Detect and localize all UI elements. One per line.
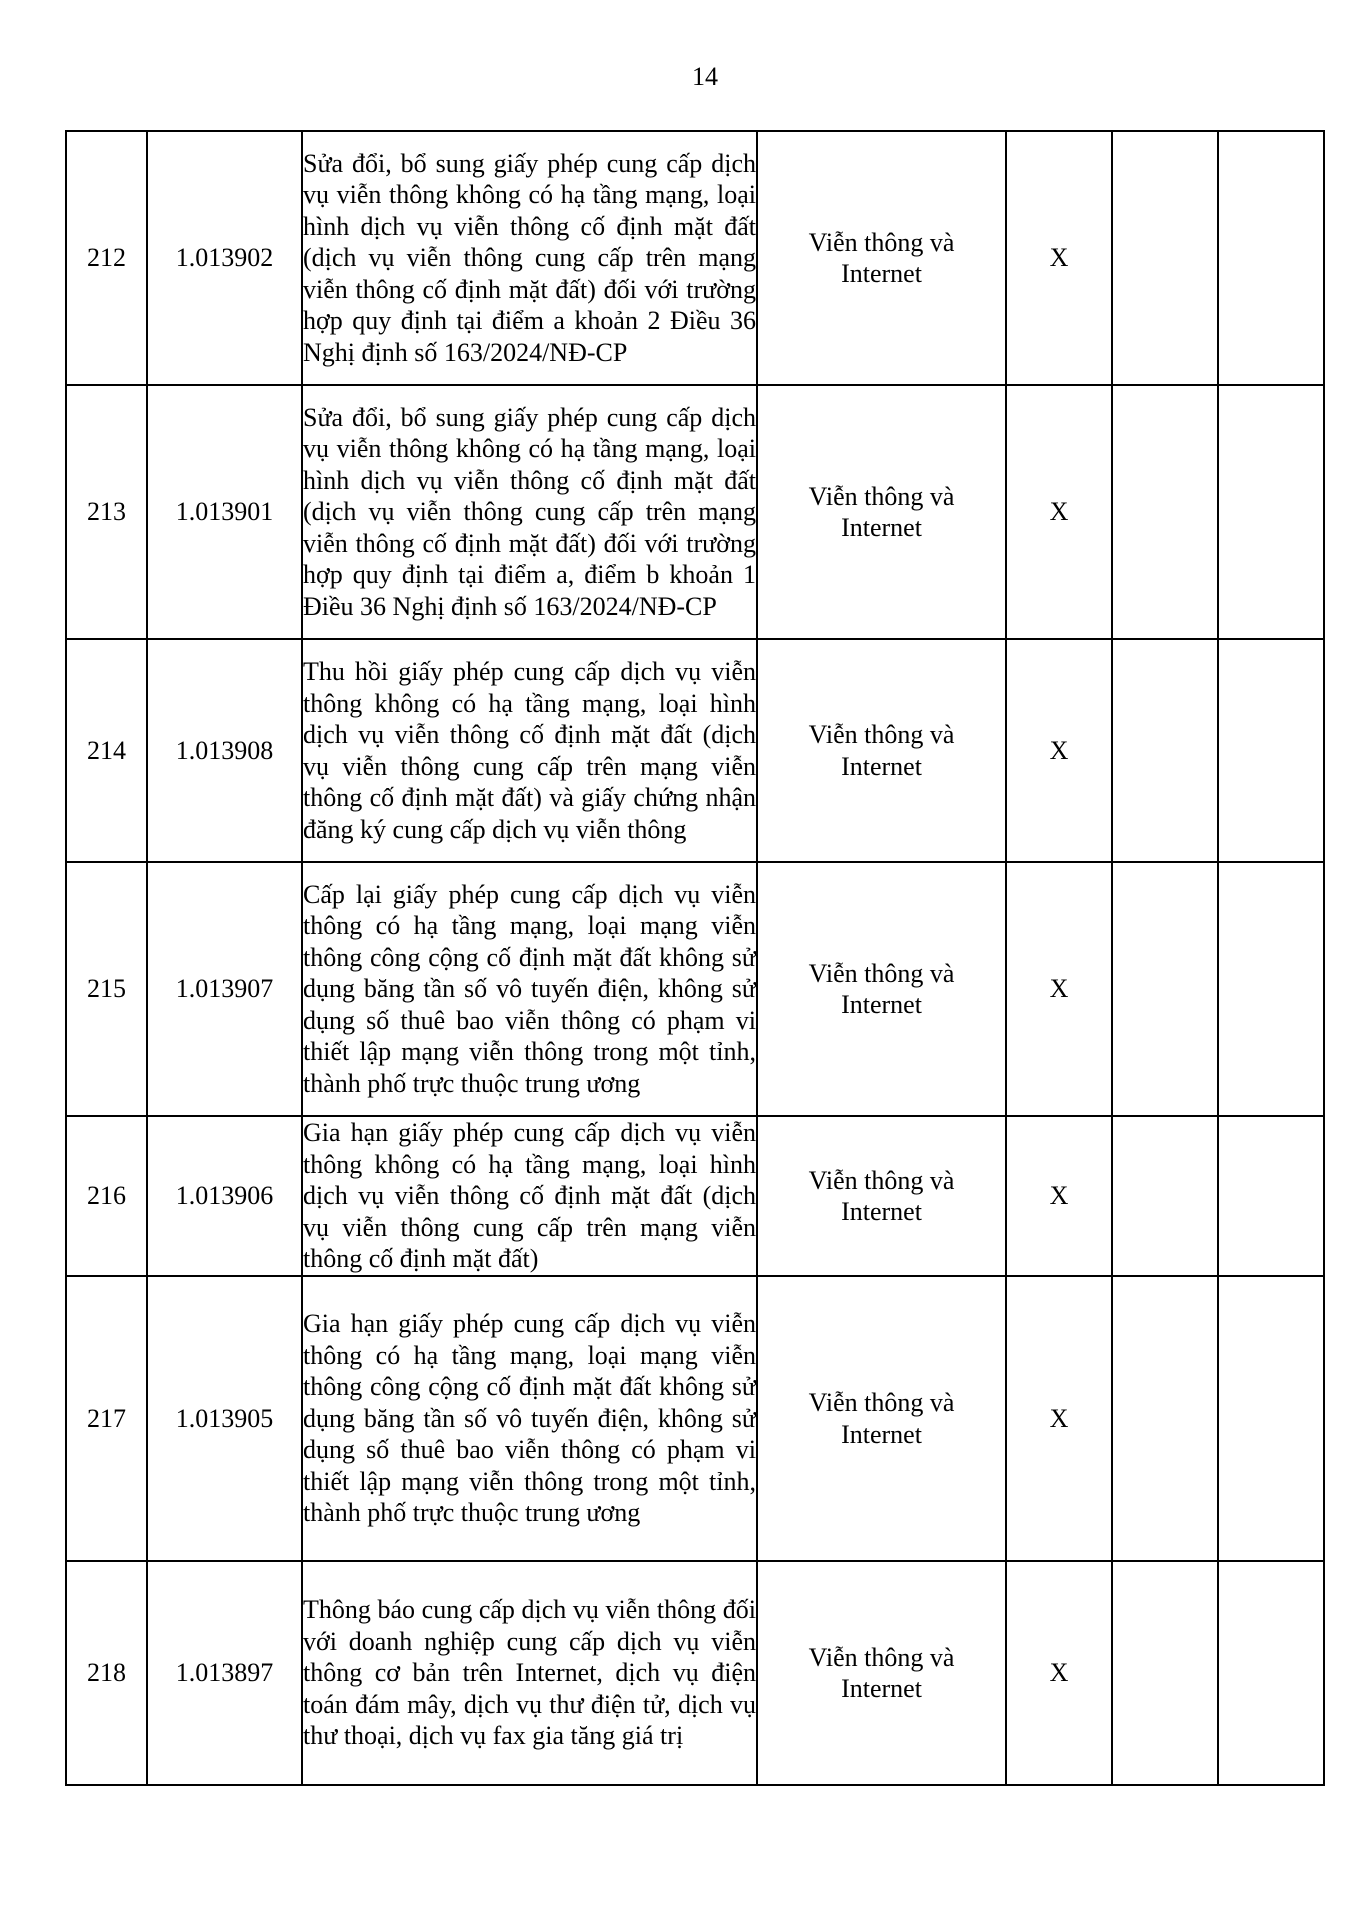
procedure-code: 1.013905 [147,1276,302,1561]
mark-cell [1218,639,1324,862]
row-number: 215 [66,862,147,1116]
procedure-code: 1.013908 [147,639,302,862]
mark-cell: X [1006,639,1112,862]
row-number: 217 [66,1276,147,1561]
row-number: 212 [66,131,147,385]
mark-cell [1112,1276,1218,1561]
procedure-name: Gia hạn giấy phép cung cấp dịch vụ viễn thông có hạ tầng mạng, loại mạng viễn thông công cộng cố định mặt đất không sử dụng băng tần số vô tuyến điện, không sử dụng số thuê bao viễn thông có phạm vi thiết lập mạng viễn thông trong một tỉnh, thành phố trực thuộc trung ương [302,1276,757,1561]
procedure-name: Sửa đổi, bổ sung giấy phép cung cấp dịch vụ viễn thông không có hạ tầng mạng, loại hình dịch vụ viễn thông cố định mặt đất (dịch vụ viễn thông cung cấp trên mạng viễn thông cố định mặt đất) đối với trường hợp quy định tại điểm a, điểm b khoản 1 Điều 36 Nghị định số 163/2024/NĐ-CP [302,385,757,639]
field-line: Internet [841,990,922,1019]
field-line: Internet [841,1419,922,1449]
mark-cell: X [1006,862,1112,1116]
procedure-field [757,131,1006,385]
table-row [66,1561,1324,1785]
table-row [66,131,1324,385]
procedure-field [757,862,1006,1116]
mark-cell: X [1006,131,1112,385]
table-row [66,862,1324,1116]
procedure-name: Cấp lại giấy phép cung cấp dịch vụ viễn thông có hạ tầng mạng, loại mạng viễn thông công cộng cố định mặt đất không sử dụng băng tần số vô tuyến điện, không sử dụng số thuê bao viễn thông có phạm vi thiết lập mạng viễn thông trong một tỉnh, thành phố trực thuộc trung ương [302,862,757,1116]
procedure-name: Thông báo cung cấp dịch vụ viễn thông đối với doanh nghiệp cung cấp dịch vụ viễn thông cơ bản trên Internet, dịch vụ điện toán đám mây, dịch vụ thư điện tử, dịch vụ thư thoại, dịch vụ fax gia tăng giá trị [302,1561,757,1785]
mark-cell [1112,385,1218,639]
field-line: Internet [841,259,922,288]
mark-cell [1112,131,1218,385]
mark-cell: X [1006,1276,1112,1561]
procedure-field [757,639,1006,862]
mark-cell: X [1006,385,1112,639]
mark-cell [1112,639,1218,862]
procedure-name: Thu hồi giấy phép cung cấp dịch vụ viễn thông không có hạ tầng mạng, loại hình dịch vụ viễn thông cố định mặt đất (dịch vụ viễn thông cung cấp trên mạng viễn thông cố định mặt đất) và giấy chứng nhận đăng ký cung cấp dịch vụ viễn thông [302,639,757,862]
mark-cell [1218,1116,1324,1276]
row-number: 218 [66,1561,147,1785]
mark-cell [1112,1561,1218,1785]
procedure-code: 1.013906 [147,1116,302,1276]
mark-cell [1218,1276,1324,1561]
field-line: Internet [841,513,922,542]
field-line: Viễn thông và [808,1388,955,1417]
table-row [66,1116,1324,1276]
field-line: Viễn thông và [808,720,955,749]
field-line: Viễn thông và [808,481,955,511]
procedure-name: Gia hạn giấy phép cung cấp dịch vụ viễn thông không có hạ tầng mạng, loại hình dịch vụ viễn thông cố định mặt đất (dịch vụ viễn thông cung cấp trên mạng viễn thông cố định mặt đất) [302,1116,757,1276]
procedure-field [757,385,1006,639]
procedure-code: 1.013897 [147,1561,302,1785]
table-row [66,1276,1324,1561]
page-number: 14 [692,62,718,91]
row-number: 216 [66,1116,147,1276]
procedure-field [757,1116,1006,1276]
field-line: Viễn thông và [808,1642,955,1672]
mark-cell [1218,385,1324,639]
field-line: Viễn thông và [808,958,955,988]
mark-cell: X [1006,1116,1112,1276]
mark-cell: X [1006,1561,1112,1785]
field-line: Internet [841,751,922,781]
mark-cell [1112,1116,1218,1276]
mark-cell [1112,862,1218,1116]
procedure-code: 1.013907 [147,862,302,1116]
table-row [66,385,1324,639]
row-number: 213 [66,385,147,639]
row-number: 214 [66,639,147,862]
procedure-code: 1.013901 [147,385,302,639]
field-line: Viễn thông và [808,227,955,257]
procedure-name: Sửa đổi, bổ sung giấy phép cung cấp dịch vụ viễn thông không có hạ tầng mạng, loại hình dịch vụ viễn thông cố định mặt đất (dịch vụ viễn thông cung cấp trên mạng viễn thông cố định mặt đất) đối với trường hợp quy định tại điểm a khoản 2 Điều 36 Nghị định số 163/2024/NĐ-CP [302,131,757,385]
field-line: Viễn thông và [808,1165,955,1195]
procedure-code: 1.013902 [147,131,302,385]
mark-cell [1218,131,1324,385]
table-row [66,639,1324,862]
field-line: Internet [841,1674,922,1703]
mark-cell [1218,862,1324,1116]
procedure-field [757,1276,1006,1561]
field-line: Internet [841,1197,922,1226]
procedures-table [65,130,1325,1786]
procedure-field [757,1561,1006,1785]
mark-cell [1218,1561,1324,1785]
